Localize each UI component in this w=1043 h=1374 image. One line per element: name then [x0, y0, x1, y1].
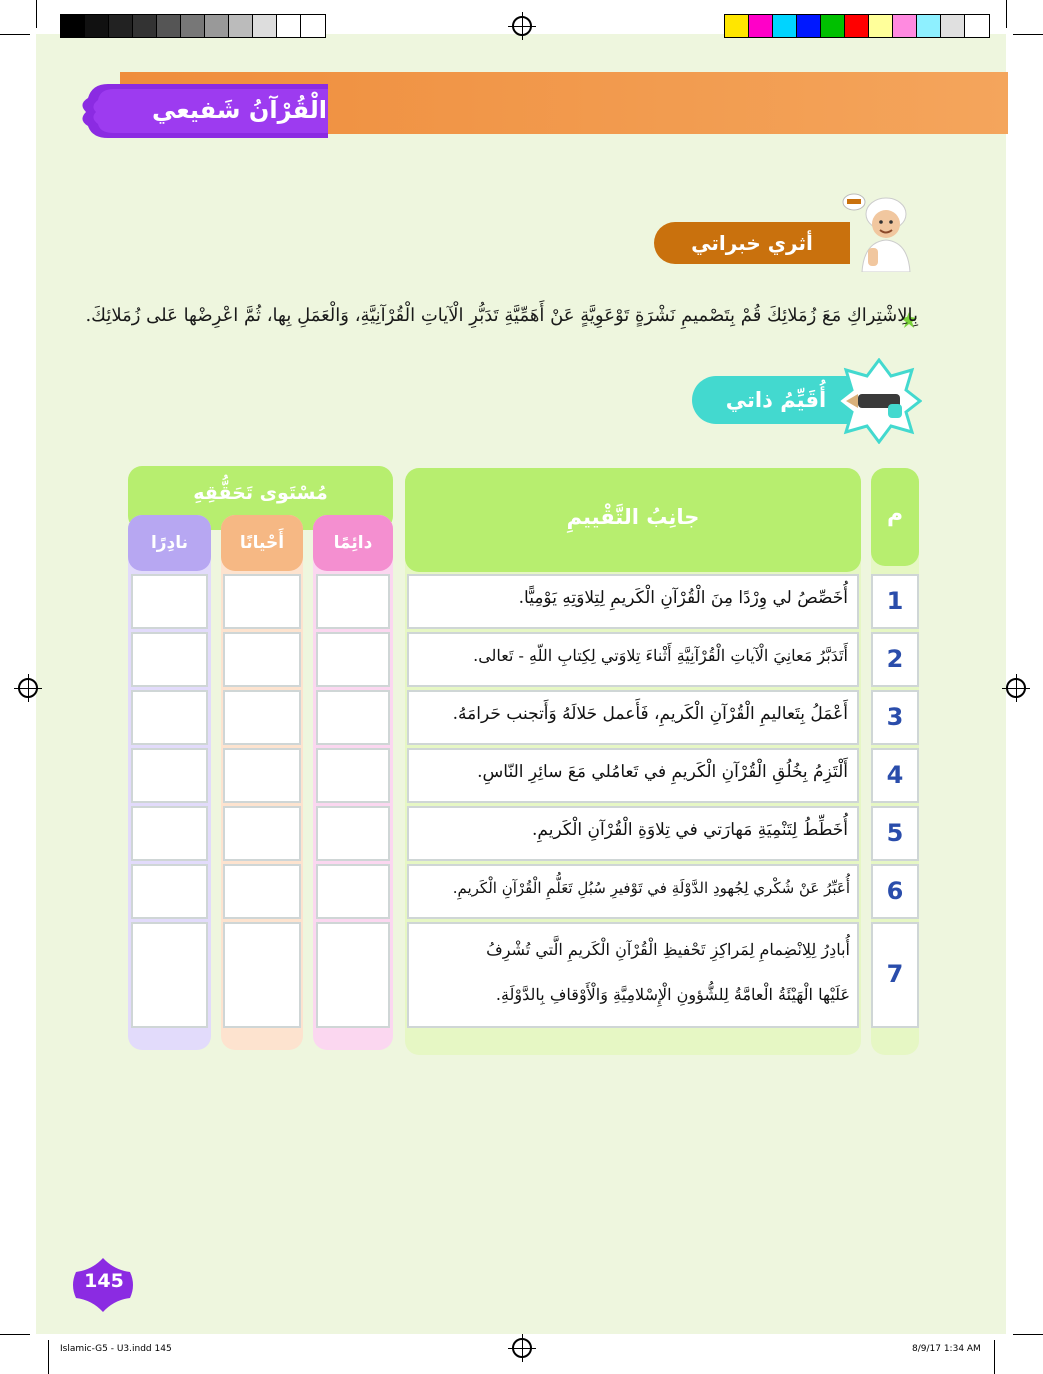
- row-text: أُخَطِّطُ لِتَنْمِيَةِ مَهارَتي في تِلاوَةِ الْقُرْآنِ الْكَريمِ.: [532, 820, 848, 840]
- checkbox-sometimes[interactable]: [223, 922, 301, 1028]
- checkbox-rarely[interactable]: [131, 806, 208, 861]
- checkbox-always[interactable]: [316, 864, 390, 919]
- activity-instruction: بِالِاشْتِراكِ مَعَ زُمَلائِكَ قُمْ بِتَصْميمِ نَشْرَةٍ تَوْعَوِيَّةٍ عَنْ أَهَمِّيَّةِ تَدَبُّرِ الْآياتِ الْقُرْآنِيَّةِ، وَالْعَمَلِ بِها، ثُمَّ اعْرِضْها عَلى زُمَلائِكَ.: [85, 305, 918, 326]
- checkbox-rarely[interactable]: [131, 632, 208, 687]
- row-text: أُعَبِّرُ عَنْ شُكْري لِجُهودِ الدَّوْلَةِ في تَوْفيرِ سُبُلِ تَعَلُّمِ الْقُرْآنِ الْكَريمِ.: [452, 879, 850, 897]
- checkbox-always[interactable]: [316, 632, 390, 687]
- color-bar: [724, 14, 990, 38]
- crop-mark: [0, 1334, 30, 1335]
- crop-mark: [1013, 1334, 1043, 1335]
- checkbox-rarely[interactable]: [131, 690, 208, 745]
- checkbox-sometimes[interactable]: [223, 864, 301, 919]
- checkbox-sometimes[interactable]: [223, 690, 301, 745]
- checkbox-rarely[interactable]: [131, 748, 208, 803]
- level-header: مُسْتَوى تَحَقُّقِهِ: [193, 482, 328, 504]
- experience-label: أثري خبراتي: [654, 222, 850, 264]
- row-text: أَلْتَزِمُ بِخُلُقِ الْقُرْآنِ الْكَريمِ في تَعامُلي مَعَ سائِرِ النّاسِ.: [477, 762, 848, 782]
- footer-date: 8/9/17 1:34 AM: [912, 1344, 981, 1354]
- crop-mark: [1006, 0, 1007, 28]
- pencil-icon: [836, 358, 922, 444]
- registration-mark-left: [18, 678, 38, 698]
- row-number: 7: [886, 960, 904, 988]
- row-text-continued: عَلَيْها الْهَيْئَةُ الْعامَّةُ لِلشُّؤونِ الْإِسْلامِيَّةِ وَالْأَوْقافِ بِالدَّوْلَةِ.: [495, 985, 850, 1004]
- crop-mark: [48, 1340, 49, 1374]
- grayscale-bar: [60, 14, 326, 38]
- checkbox-sometimes[interactable]: [223, 632, 301, 687]
- row-number: 6: [886, 877, 904, 905]
- registration-mark-right: [1006, 678, 1026, 698]
- crop-mark: [0, 34, 30, 35]
- student-icon: [842, 188, 920, 272]
- checkbox-sometimes[interactable]: [223, 748, 301, 803]
- row-number: 4: [886, 761, 904, 789]
- num-header: م: [886, 502, 904, 527]
- checkbox-always[interactable]: [316, 574, 390, 629]
- crop-mark: [994, 1340, 995, 1374]
- checkbox-sometimes[interactable]: [223, 574, 301, 629]
- row-number: 3: [886, 703, 904, 731]
- row-number: 1: [886, 587, 904, 615]
- checkbox-sometimes[interactable]: [223, 806, 301, 861]
- checkbox-rarely[interactable]: [131, 574, 208, 629]
- footer-file-info: Islamic-G5 - U3.indd 145: [60, 1344, 172, 1354]
- checkbox-rarely[interactable]: [131, 864, 208, 919]
- checkbox-always[interactable]: [316, 922, 390, 1028]
- table-row: [407, 922, 859, 1028]
- level-always: دائِمًا: [333, 533, 373, 553]
- row-number: 5: [886, 819, 904, 847]
- page-title: الْقُرْآنُ شَفيعي: [152, 96, 328, 124]
- registration-mark-top: [512, 16, 532, 36]
- self-assessment-label: أُقَيِّمُ ذاتي: [692, 376, 860, 424]
- page-number: 145: [84, 1270, 124, 1292]
- aspect-header: جانِبُ التَّقْييمِ: [566, 505, 700, 529]
- crop-mark: [36, 0, 37, 28]
- level-rarely: نادِرًا: [150, 533, 189, 553]
- registration-mark-bottom: [512, 1338, 532, 1358]
- row-text: أُخَصِّصُ لي وِرْدًا مِنَ الْقُرْآنِ الْكَريمِ لِتِلاوَتِهِ يَوْمِيًّا.: [518, 588, 848, 608]
- checkbox-always[interactable]: [316, 748, 390, 803]
- row-number: 2: [886, 645, 904, 673]
- row-text: أُبادِرُ لِلِانْضِمامِ لِمَراكِزِ تَحْفيظِ الْقُرْآنِ الْكَريمِ الَّتي تُشْرِفُ: [486, 940, 850, 959]
- checkbox-always[interactable]: [316, 806, 390, 861]
- crop-mark: [1013, 34, 1043, 35]
- checkbox-rarely[interactable]: [131, 922, 208, 1028]
- checkbox-always[interactable]: [316, 690, 390, 745]
- row-text: أَتَدَبَّرُ مَعانِيَ الْآياتِ الْقُرْآنِيَّةِ أَثْناءَ تِلاوَتي لِكِتابِ اللّهِ - تَعالى.: [473, 646, 848, 665]
- level-sometimes: أَحْيانًا: [239, 533, 285, 553]
- row-text: أَعْمَلُ بِتَعاليمِ الْقُرْآنِ الْكَريمِ، فَأَعمل حَلالَهُ وَأَتجنب حَرامَهُ.: [452, 704, 848, 724]
